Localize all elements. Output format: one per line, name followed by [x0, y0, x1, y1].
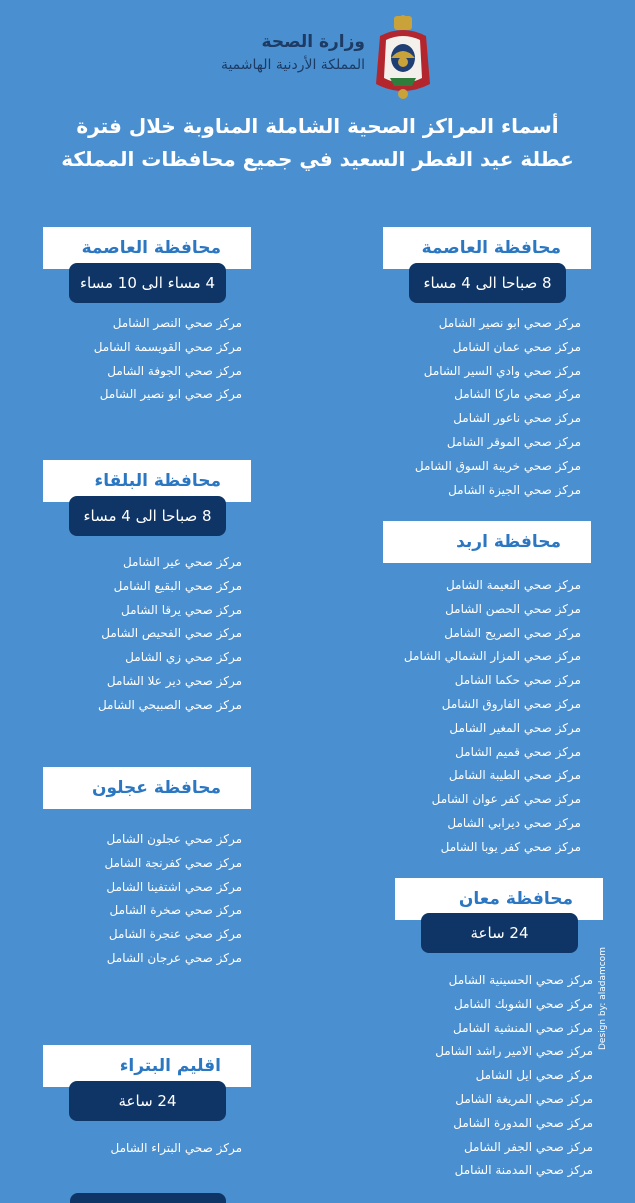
maan-hours-badge: 24 ساعة — [421, 913, 578, 953]
list-item: مركز صحي كفر عوان الشامل — [431, 792, 581, 807]
page-header — [0, 12, 635, 102]
governorate-capital-evening-heading: محافظة العاصمة — [43, 227, 251, 269]
list-item: مركز صحي ماركا الشامل — [454, 387, 581, 402]
list-item: مركز صحي الطيبة الشامل — [448, 768, 581, 783]
list-item: مركز صحي الفحيص الشامل — [101, 626, 242, 641]
ajloun-centers-list — [104, 828, 242, 971]
list-item: مركز صحي عير الشامل — [122, 555, 242, 569]
balqa-hours-badge: 8 صباحا الى 4 مساء — [69, 496, 226, 536]
capital-centers-list — [415, 312, 581, 502]
list-item: مركز صحي ابو نصير الشامل — [438, 316, 581, 330]
balqa-centers-list — [98, 551, 242, 718]
list-item: مركز صحي عمان الشامل — [452, 339, 581, 354]
list-item: مركز صحي المدمنة الشامل — [454, 1163, 593, 1178]
list-item: مركز صحي الجيزة الشامل — [448, 482, 581, 497]
capital-evening-centers-list — [94, 312, 242, 407]
list-item: مركز صحي ايل الشامل — [475, 1068, 593, 1083]
list-item: مركز صحي المنشية الشامل — [453, 1020, 593, 1035]
list-item: مركز صحي كفر يوبا الشامل — [440, 839, 581, 854]
governorate-capital-heading: محافظة العاصمة — [383, 227, 591, 269]
list-item: مركز صحي عجلون الشامل — [106, 832, 242, 846]
list-item: مركز صحي المزار الشمالي الشامل — [403, 649, 581, 664]
list-item: مركز صحي ناعور الشامل — [453, 411, 581, 426]
maan-centers-list — [435, 969, 593, 1183]
coat-of-arms-icon — [368, 14, 438, 104]
list-item: مركز صحي الحصن الشامل — [445, 601, 581, 616]
list-item: مركز صحي المريغة الشامل — [455, 1091, 593, 1106]
ministry-name: وزارة الصحة — [261, 32, 365, 52]
list-item: مركز صحي حكما الشامل — [454, 673, 581, 688]
list-item: مركز صحي الفاروق الشامل — [441, 696, 581, 711]
list-item: مركز صحي البقيع الشامل — [113, 578, 242, 593]
list-item: مركز صحي وادي السير الشامل — [423, 363, 581, 378]
page-title — [0, 110, 635, 176]
list-item: مركز صحي النصر الشامل — [112, 316, 242, 330]
petra-hours-badge: 24 ساعة — [69, 1081, 226, 1121]
list-item: مركز صحي عرجان الشامل — [106, 950, 242, 965]
list-item: مركز صحي القويسمة الشامل — [93, 339, 242, 354]
list-item: مركز صحي زي الشامل — [125, 650, 242, 665]
governorate-balqa-heading: محافظة البلقاء — [43, 460, 251, 502]
irbid-centers-list — [404, 574, 581, 860]
list-item: مركز صحي صخرة الشامل — [109, 903, 242, 918]
list-item: مركز صحي اشتفينا الشامل — [106, 879, 242, 894]
list-item: مركز صحي ديرابي الشامل — [447, 815, 581, 830]
list-item: مركز صحي عنجرة الشامل — [108, 927, 242, 942]
list-item: مركز صحي الحسينية الشامل — [448, 973, 593, 987]
design-credit: Design by: aladamcom — [598, 947, 608, 1050]
list-item: مركز صحي كفرنجة الشامل — [104, 855, 242, 870]
list-item: مركز صحي خريبة السوق الشامل — [414, 458, 581, 473]
title-line-2: عطلة عيد الفطر السعيد في جميع محافظات المملكة — [61, 147, 574, 171]
list-item: مركز صحي الجفر الشامل — [463, 1139, 593, 1154]
list-item: مركز صحي الصبيحي الشامل — [97, 697, 242, 712]
list-item: مركز صحي ابو نصير الشامل — [99, 387, 242, 402]
list-item: مركز صحي الموقر الشامل — [446, 434, 581, 449]
governorate-maan-heading: محافظة معان — [395, 878, 603, 920]
title-line-1: أسماء المراكز الصحية الشاملة المناوبة خلال فترة — [76, 114, 559, 138]
list-item: مركز صحي البتراء الشامل — [110, 1141, 242, 1155]
list-item: مركز صحي المدورة الشامل — [453, 1115, 593, 1130]
list-item: مركز صحي الشوبك الشامل — [454, 996, 593, 1011]
list-item: مركز صحي الصريح الشامل — [444, 625, 581, 640]
list-item: مركز صحي دير علا الشامل — [106, 673, 242, 688]
region-petra-heading: اقليم البتراء — [43, 1045, 251, 1087]
next-section-badge — [70, 1193, 226, 1203]
list-item: مركز صحي الجوفة الشامل — [107, 363, 242, 378]
list-item: مركز صحي الامير راشد الشامل — [435, 1044, 593, 1059]
governorate-ajloun-heading: محافظة عجلون — [43, 767, 251, 809]
kingdom-name: المملكة الأردنية الهاشمية — [220, 57, 365, 73]
list-item: مركز صحي المغير الشامل — [449, 720, 581, 735]
list-item: مركز صحي النعيمة الشامل — [445, 578, 581, 592]
capital-evening-hours-badge: 4 مساء الى 10 مساء — [69, 263, 226, 303]
list-item: مركز صحي يرقا الشامل — [121, 602, 242, 617]
petra-centers-list — [111, 1137, 242, 1161]
governorate-irbid-heading: محافظة اربد — [383, 521, 591, 563]
capital-hours-badge: 8 صباحا الى 4 مساء — [409, 263, 566, 303]
list-item: مركز صحي قميم الشامل — [455, 744, 581, 759]
